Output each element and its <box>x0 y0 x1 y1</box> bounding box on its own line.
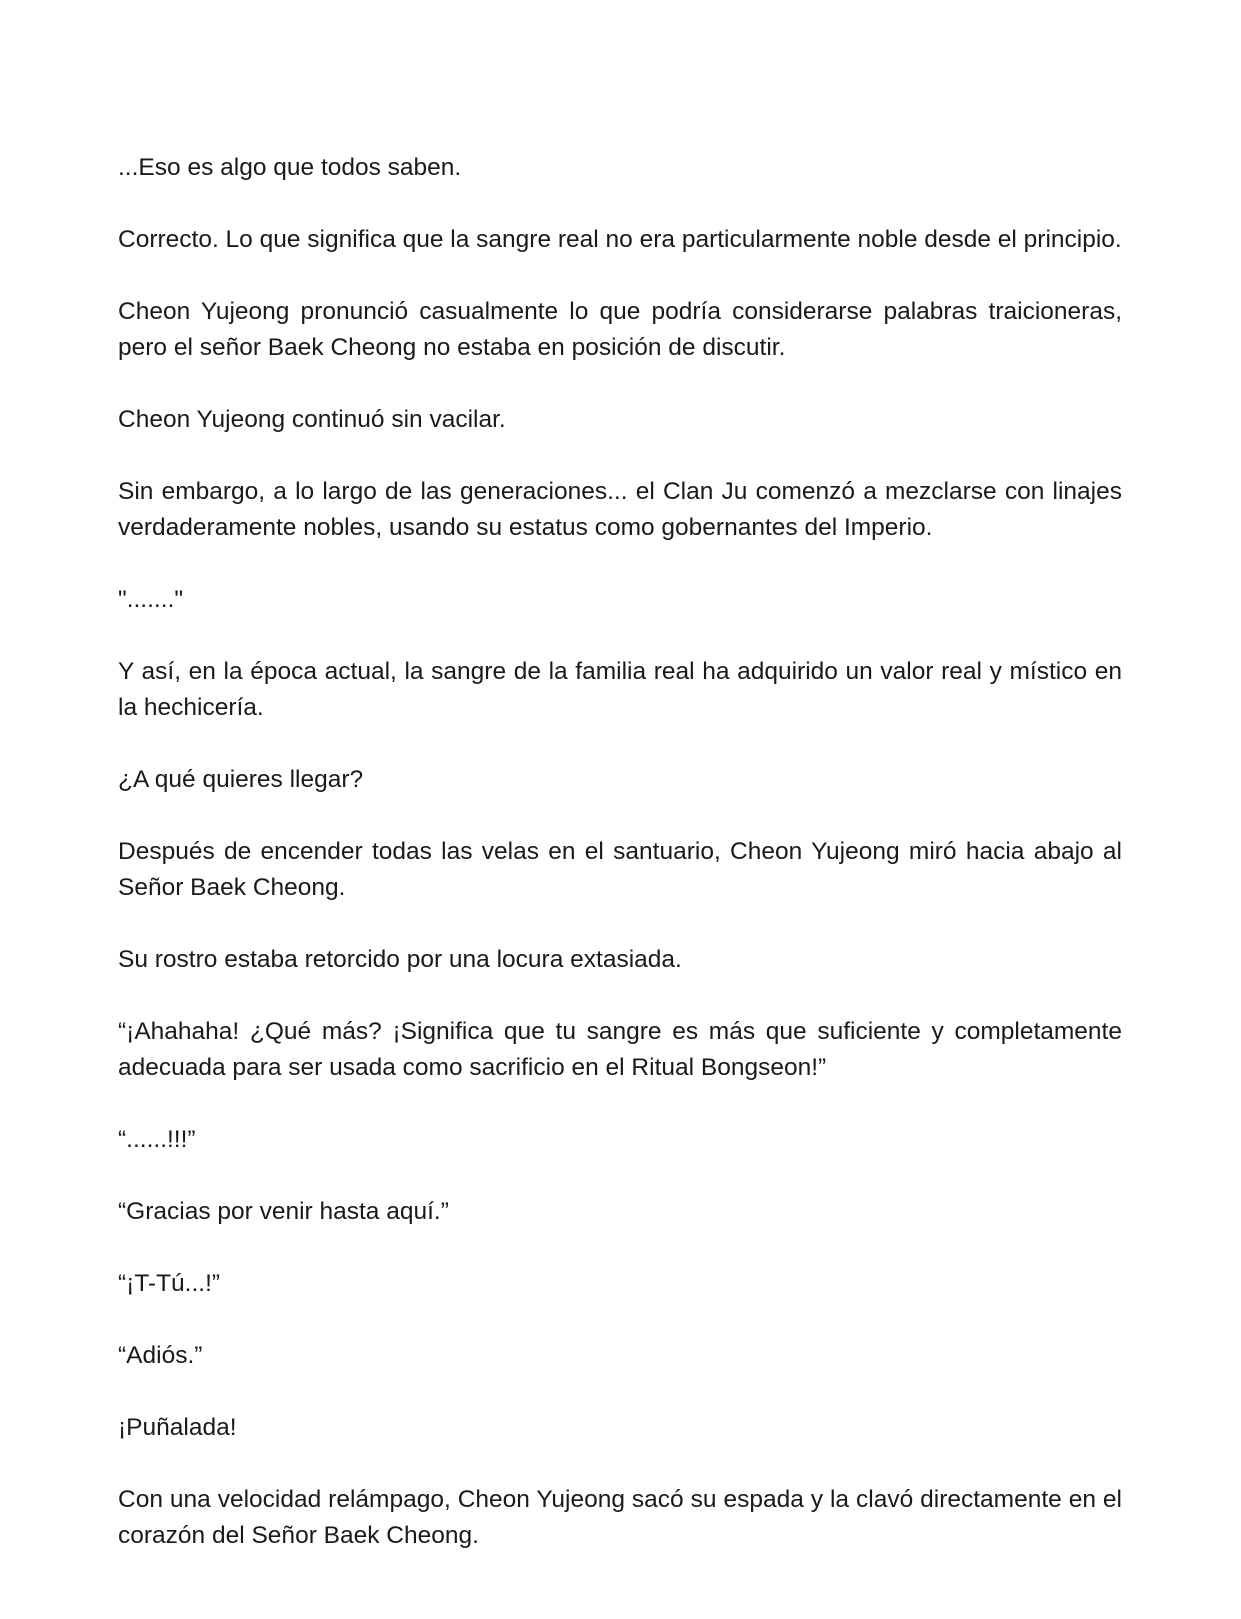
paragraph: ...Eso es algo que todos saben. <box>118 154 462 181</box>
paragraph: ¿A qué quieres llegar? <box>118 766 364 793</box>
text-body <box>118 150 1122 1590</box>
paragraph: "......." <box>118 586 184 613</box>
paragraph: Cheon Yujeong continuó sin vacilar. <box>118 406 506 433</box>
paragraph: “¡Ahahaha! ¿Qué más? ¡Significa que tu sangre es más que suficiente y completamente adecuada para ser usada como sacrificio en el Ritual Bongseon!” <box>118 1018 1122 1081</box>
paragraph: “¡T-Tú...!” <box>118 1270 221 1297</box>
paragraph: Y así, en la época actual, la sangre de la familia real ha adquirido un valor real y místico en la hechicería. <box>118 658 1122 721</box>
paragraph: “Gracias por venir hasta aquí.” <box>118 1198 449 1225</box>
paragraph: “Adiós.” <box>118 1342 203 1369</box>
paragraph: Con una velocidad relámpago, Cheon Yujeong sacó su espada y la clavó directamente en el corazón del Señor Baek Cheong. <box>118 1486 1122 1549</box>
paragraph: “......!!!” <box>118 1126 196 1153</box>
paragraph: Su rostro estaba retorcido por una locura extasiada. <box>118 946 682 973</box>
paragraph: Sin embargo, a lo largo de las generaciones... el Clan Ju comenzó a mezclarse con linajes verdaderamente nobles, usando su estatus como gobernantes del Imperio. <box>118 478 1122 541</box>
paragraph: Cheon Yujeong pronunció casualmente lo que podría considerarse palabras traicioneras, pero el señor Baek Cheong no estaba en posición de discutir. <box>118 298 1122 361</box>
paragraph: Correcto. Lo que significa que la sangre real no era particularmente noble desde el principio. <box>118 226 1122 253</box>
paragraph: ¡Puñalada! <box>118 1414 237 1441</box>
paragraph: Después de encender todas las velas en el santuario, Cheon Yujeong miró hacia abajo al Señor Baek Cheong. <box>118 838 1122 901</box>
